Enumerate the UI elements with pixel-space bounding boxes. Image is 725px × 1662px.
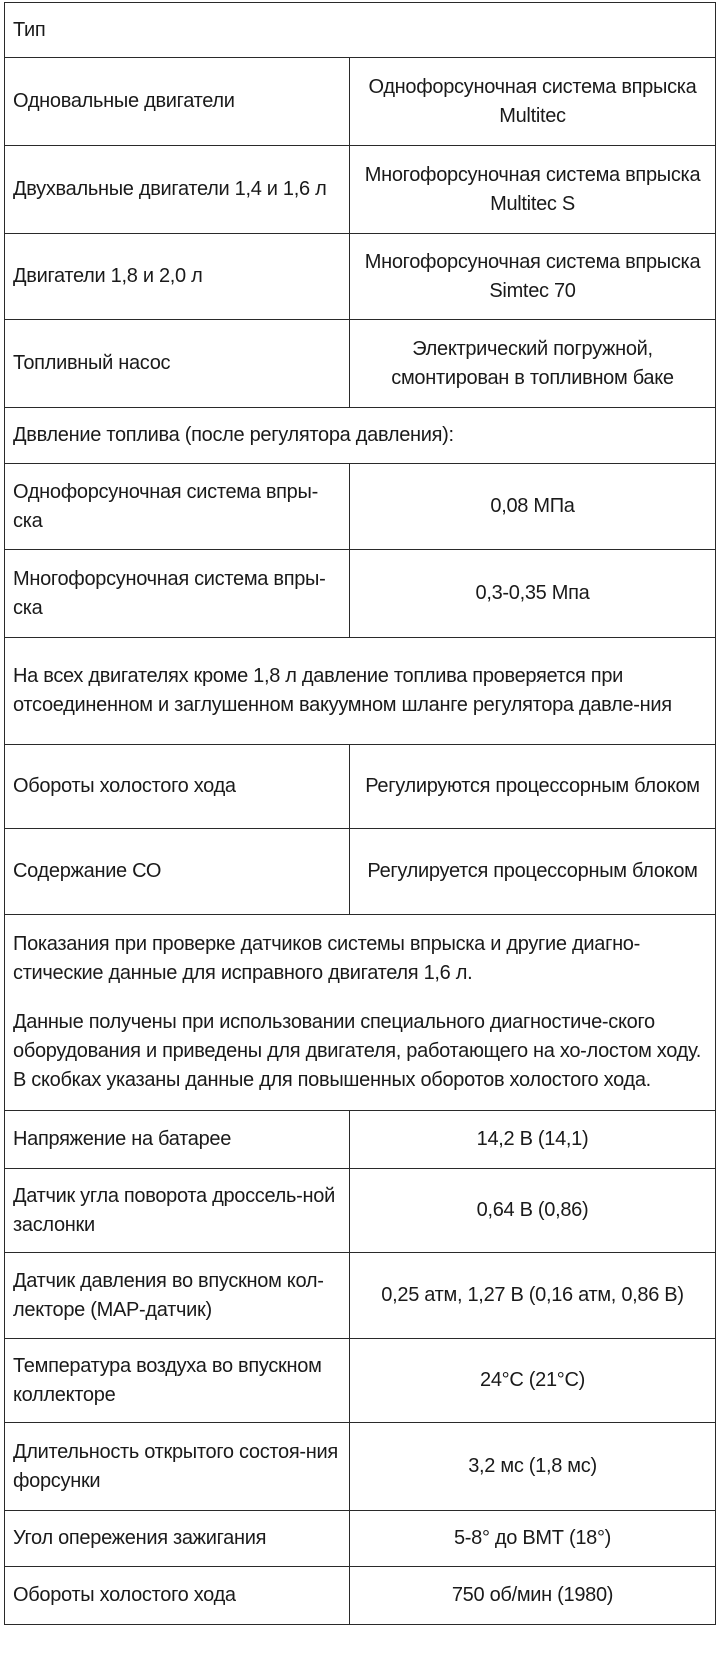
spec-table-body [5, 3, 716, 1625]
spec-value: 5-8° до ВМТ (18°) [350, 1511, 716, 1567]
spec-note [5, 915, 716, 1111]
spec-row [5, 1567, 716, 1625]
spec-section-heading: Дввление топлива (после регулятора давления): [5, 408, 716, 464]
spec-row [5, 320, 716, 408]
spec-row [5, 146, 716, 234]
spec-row [5, 829, 716, 915]
spec-label: Температура воздуха во впускном коллекторе [5, 1339, 350, 1423]
spec-row [5, 1253, 716, 1339]
spec-row [5, 1169, 716, 1253]
spec-value: Однофорсуночная система впрыска Multitec [350, 58, 716, 146]
spec-label: Двухвальные двигатели 1,4 и 1,6 л [5, 146, 350, 234]
spec-row [5, 408, 716, 464]
spec-row [5, 234, 716, 320]
spec-label: Однофорсуночная система впры-ска [5, 464, 350, 550]
spec-row [5, 3, 716, 58]
spec-row [5, 1511, 716, 1567]
spec-row [5, 1111, 716, 1169]
spec-value: Регулируются процессорным блоком [350, 745, 716, 829]
spec-label: Обороты холостого хода [5, 1567, 350, 1625]
spec-row [5, 745, 716, 829]
spec-label: Одновальные двигатели [5, 58, 350, 146]
spec-row [5, 915, 716, 1111]
spec-value: 24°С (21°С) [350, 1339, 716, 1423]
spec-value: 750 об/мин (1980) [350, 1567, 716, 1625]
spec-value: 14,2 В (14,1) [350, 1111, 716, 1169]
spec-row [5, 58, 716, 146]
spec-label: Топливный насос [5, 320, 350, 408]
spec-label: Многофорсуночная система впры-ска [5, 550, 350, 638]
spec-label: Длительность открытого состоя-ния форсунки [5, 1423, 350, 1511]
spec-row [5, 1339, 716, 1423]
spec-row [5, 638, 716, 745]
spec-label: Напряжение на батарее [5, 1111, 350, 1169]
note-paragraph: Данные получены при использовании специального диагностиче-ского оборудования и приведены для двигателя, работающего на хо-лостом ходу. В скобках указаны данные для повышенных оборотов холостого хода. [13, 1011, 701, 1091]
note-paragraph: Показания при проверке датчиков системы впрыска и другие диагно-стические данные для исправного двигателя 1,6 л. [13, 933, 640, 984]
spec-value: 0,08 МПа [350, 464, 716, 550]
spec-value: 3,2 мс (1,8 мс) [350, 1423, 716, 1511]
spec-row [5, 464, 716, 550]
spec-label: Угол опережения зажигания [5, 1511, 350, 1567]
spec-label: Датчик давления во впускном кол-лекторе (МАР-датчик) [5, 1253, 350, 1339]
spec-label: Двигатели 1,8 и 2,0 л [5, 234, 350, 320]
spec-row [5, 1423, 716, 1511]
spec-value: 0,64 В (0,86) [350, 1169, 716, 1253]
spec-section-heading: На всех двигателях кроме 1,8 л давление топлива проверяется при отсоединенном и заглушенном вакуумном шланге регулятора давле-ния [5, 638, 716, 745]
spec-value: Многофорсуночная система впрыска Multitec S [350, 146, 716, 234]
spec-value: 0,25 атм, 1,27 В (0,16 атм, 0,86 В) [350, 1253, 716, 1339]
spec-section-heading: Тип [5, 3, 716, 58]
spec-value: Многофорсуночная система впрыска Simtec 70 [350, 234, 716, 320]
spec-label: Обороты холостого хода [5, 745, 350, 829]
fuel-system-spec-table [4, 2, 716, 1625]
spec-row [5, 550, 716, 638]
spec-value: 0,3-0,35 Мпа [350, 550, 716, 638]
spec-value: Регулируется процессорным блоком [350, 829, 716, 915]
spec-label: Содержание СО [5, 829, 350, 915]
spec-value: Электрический погружной, смонтирован в топливном баке [350, 320, 716, 408]
spec-label: Датчик угла поворота дроссель-ной заслонки [5, 1169, 350, 1253]
